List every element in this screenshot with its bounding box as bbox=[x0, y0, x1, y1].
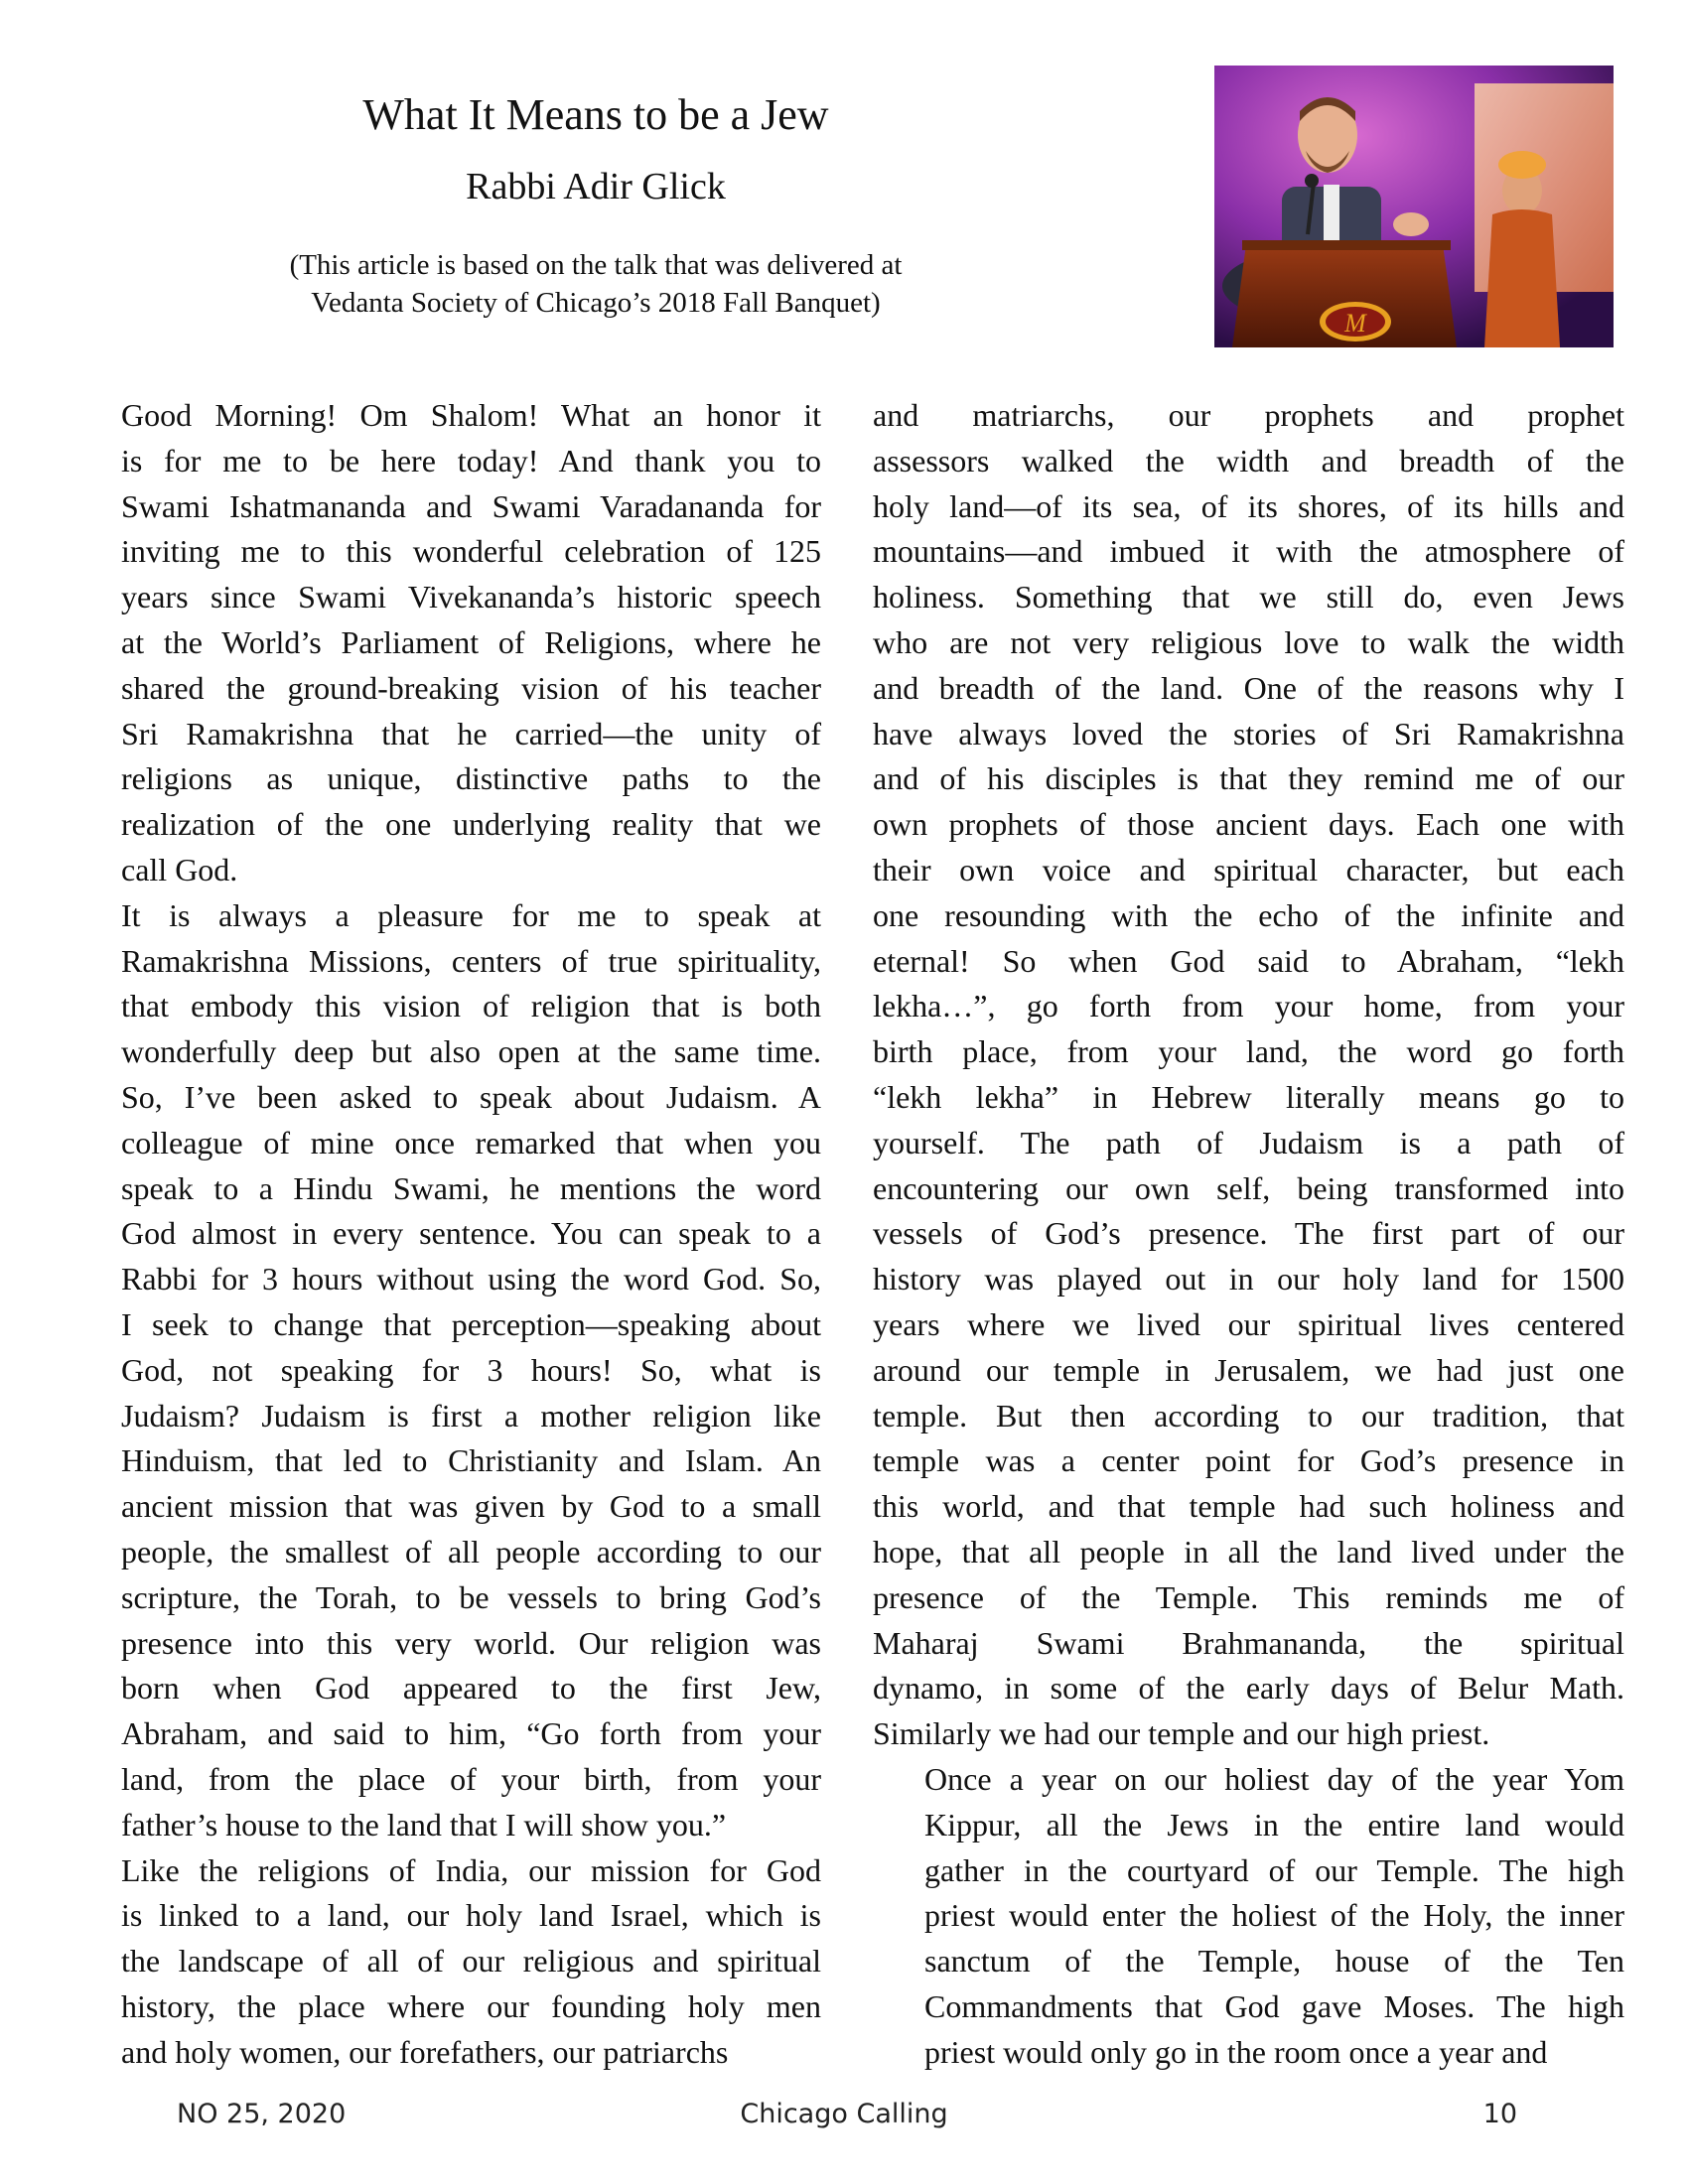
article-author: Rabbi Adir Glick bbox=[466, 166, 726, 207]
text-line: colleague of mine once remarked that when you bbox=[121, 1124, 821, 1160]
text-line: born when God appeared to the first Jew, bbox=[121, 1670, 821, 1706]
body-column-left bbox=[70, 393, 821, 2075]
text-line: Rabbi for 3 hours without using the word God. So, bbox=[121, 1261, 821, 1297]
text-line: ancient mission that was given by God to a small bbox=[121, 1488, 821, 1525]
text-line: Commandments that God gave Moses. The high bbox=[924, 1987, 1624, 2024]
text-line: wonderfully deep but also open at the same time. bbox=[121, 1033, 821, 1070]
article-note bbox=[199, 246, 993, 322]
text-line: temple. But then according to our tradition, that bbox=[873, 1397, 1624, 1433]
text-line: priest would enter the holiest of the Holy, the inner bbox=[924, 1897, 1624, 1934]
text-line: Once a year on our holiest day of the year Yom bbox=[924, 1760, 1624, 1797]
note-line: Vedanta Society of Chicago’s 2018 Fall Banquet) bbox=[311, 287, 881, 319]
text-line: one resounding with the echo of the infinite and bbox=[873, 896, 1624, 933]
text-line: land, from the place of your birth, from your bbox=[121, 1760, 821, 1797]
page-number: 10 bbox=[1482, 2099, 1517, 2129]
text-line: gather in the courtyard of our Temple. The high bbox=[924, 1851, 1624, 1888]
text-line: eternal! So when God said to Abraham, “lekh bbox=[873, 942, 1624, 979]
text-line: history, the place where our founding holy men bbox=[121, 1987, 821, 2024]
text-line: who are not very religious love to walk the width bbox=[873, 623, 1624, 660]
body-paragraph bbox=[70, 393, 821, 893]
text-line: at the World’s Parliament of Religions, where he bbox=[121, 623, 821, 660]
text-line: scripture, the Torah, to be vessels to bring God’s bbox=[121, 1578, 821, 1615]
text-line: years since Swami Vivekananda’s historic speech bbox=[121, 579, 821, 615]
text-line: the landscape of all of our religious and spiritual bbox=[121, 1943, 821, 1979]
text-line: Abraham, and said to him, “Go forth from your bbox=[121, 1715, 821, 1752]
body-paragraph bbox=[873, 393, 1624, 1757]
text-line: God almost in every sentence. You can speak to a bbox=[121, 1215, 821, 1252]
text-line: Judaism? Judaism is first a mother religion like bbox=[121, 1397, 821, 1433]
article-title: What It Means to be a Jew bbox=[362, 90, 829, 139]
text-line: So, I’ve been asked to speak about Judaism. A bbox=[121, 1078, 821, 1115]
text-line: holy land—of its sea, of its shores, of its hills and bbox=[873, 487, 1624, 524]
text-line: shared the ground-breaking vision of his teacher bbox=[121, 669, 821, 706]
text-line: their own voice and spiritual character, but each bbox=[873, 851, 1624, 887]
body-column-right bbox=[873, 393, 1624, 2075]
text-line: Sri Ramakrishna that he carried—the unity of bbox=[121, 715, 821, 751]
text-line: father’s house to the land that I will show you.” bbox=[121, 1806, 727, 1843]
text-line: this world, and that temple had such holiness and bbox=[873, 1488, 1624, 1525]
text-line: people, the smallest of all people according to our bbox=[121, 1533, 821, 1570]
footer-magazine: Chicago Calling bbox=[740, 2099, 948, 2129]
text-line: call God. bbox=[121, 851, 238, 887]
text-line: lekha…”, go forth from your home, from your bbox=[873, 988, 1624, 1024]
text-line: sanctum of the Temple, house of the Ten bbox=[924, 1943, 1624, 1979]
text-line: vessels of God’s presence. The first part of our bbox=[873, 1215, 1624, 1252]
text-line: around our temple in Jerusalem, we had just one bbox=[873, 1351, 1624, 1388]
text-line: Swami Ishatmananda and Swami Varadananda for bbox=[121, 487, 821, 524]
podium-logo: M bbox=[1344, 309, 1366, 338]
text-line: Hinduism, that led to Christianity and Islam. An bbox=[121, 1442, 821, 1479]
text-line: dynamo, in some of the early days of Belur Math. bbox=[873, 1670, 1624, 1706]
text-line: have always loved the stories of Sri Ramakrishna bbox=[873, 715, 1624, 751]
text-line: speak to a Hindu Swami, he mentions the word bbox=[121, 1169, 821, 1206]
text-line: temple was a center point for God’s presence in bbox=[873, 1442, 1624, 1479]
text-line: Kippur, all the Jews in the entire land would bbox=[924, 1806, 1624, 1843]
text-line: is for me to be here today! And thank you to bbox=[121, 442, 821, 478]
text-line: It is always a pleasure for me to speak at bbox=[121, 896, 821, 933]
text-line: I seek to change that perception—speaking about bbox=[121, 1305, 821, 1342]
speaker-photo bbox=[1214, 66, 1614, 347]
text-line: birth place, from your land, the word go forth bbox=[873, 1033, 1624, 1070]
text-line: and holy women, our forefathers, our patriarchs bbox=[121, 2033, 729, 2070]
article-header bbox=[0, 0, 1688, 377]
text-line: Similarly we had our temple and our high priest. bbox=[873, 1715, 1490, 1752]
text-line: presence into this very world. Our religion was bbox=[121, 1624, 821, 1661]
text-line: and of his disciples is that they remind me of our bbox=[873, 760, 1624, 797]
body-paragraph bbox=[70, 893, 821, 1848]
text-line: realization of the one underlying reality that we bbox=[121, 806, 821, 843]
text-line: Good Morning! Om Shalom! What an honor it bbox=[121, 397, 821, 433]
text-line: priest would only go in the room once a year and bbox=[924, 2033, 1548, 2070]
text-line: holiness. Something that we still do, even Jews bbox=[873, 579, 1624, 615]
note-line: (This article is based on the talk that was delivered at bbox=[289, 249, 903, 281]
text-line: hope, that all people in all the land lived under the bbox=[873, 1533, 1624, 1570]
text-line: God, not speaking for 3 hours! So, what is bbox=[121, 1351, 821, 1388]
text-line: is linked to a land, our holy land Israel, which is bbox=[121, 1897, 821, 1934]
text-line: Ramakrishna Missions, centers of true spirituality, bbox=[121, 942, 821, 979]
text-line: assessors walked the width and breadth of the bbox=[873, 442, 1624, 478]
text-line: years where we lived our spiritual lives centered bbox=[873, 1305, 1624, 1342]
text-line: “lekh lekha” in Hebrew literally means go to bbox=[873, 1078, 1624, 1115]
text-line: Like the religions of India, our mission for God bbox=[121, 1851, 821, 1888]
text-line: that embody this vision of religion that is both bbox=[121, 988, 821, 1024]
body-paragraph bbox=[873, 1757, 1624, 2076]
text-line: encountering our own self, being transformed into bbox=[873, 1169, 1624, 1206]
text-line: history was played out in our holy land for 1500 bbox=[873, 1261, 1624, 1297]
text-line: and matriarchs, our prophets and prophet bbox=[873, 397, 1624, 433]
text-line: presence of the Temple. This reminds me of bbox=[873, 1578, 1624, 1615]
page-footer bbox=[0, 2099, 1688, 2148]
text-line: and breadth of the land. One of the reasons why I bbox=[873, 669, 1624, 706]
text-line: religions as unique, distinctive paths to the bbox=[121, 760, 821, 797]
body-paragraph bbox=[70, 1848, 821, 2076]
text-line: inviting me to this wonderful celebration of 125 bbox=[121, 533, 821, 570]
footer-issue: NO 25, 2020 bbox=[177, 2099, 347, 2129]
text-line: Maharaj Swami Brahmananda, the spiritual bbox=[873, 1624, 1624, 1661]
text-line: mountains—and imbued it with the atmosphere of bbox=[873, 533, 1624, 570]
text-line: own prophets of those ancient days. Each one with bbox=[873, 806, 1624, 843]
text-line: yourself. The path of Judaism is a path of bbox=[873, 1124, 1624, 1160]
